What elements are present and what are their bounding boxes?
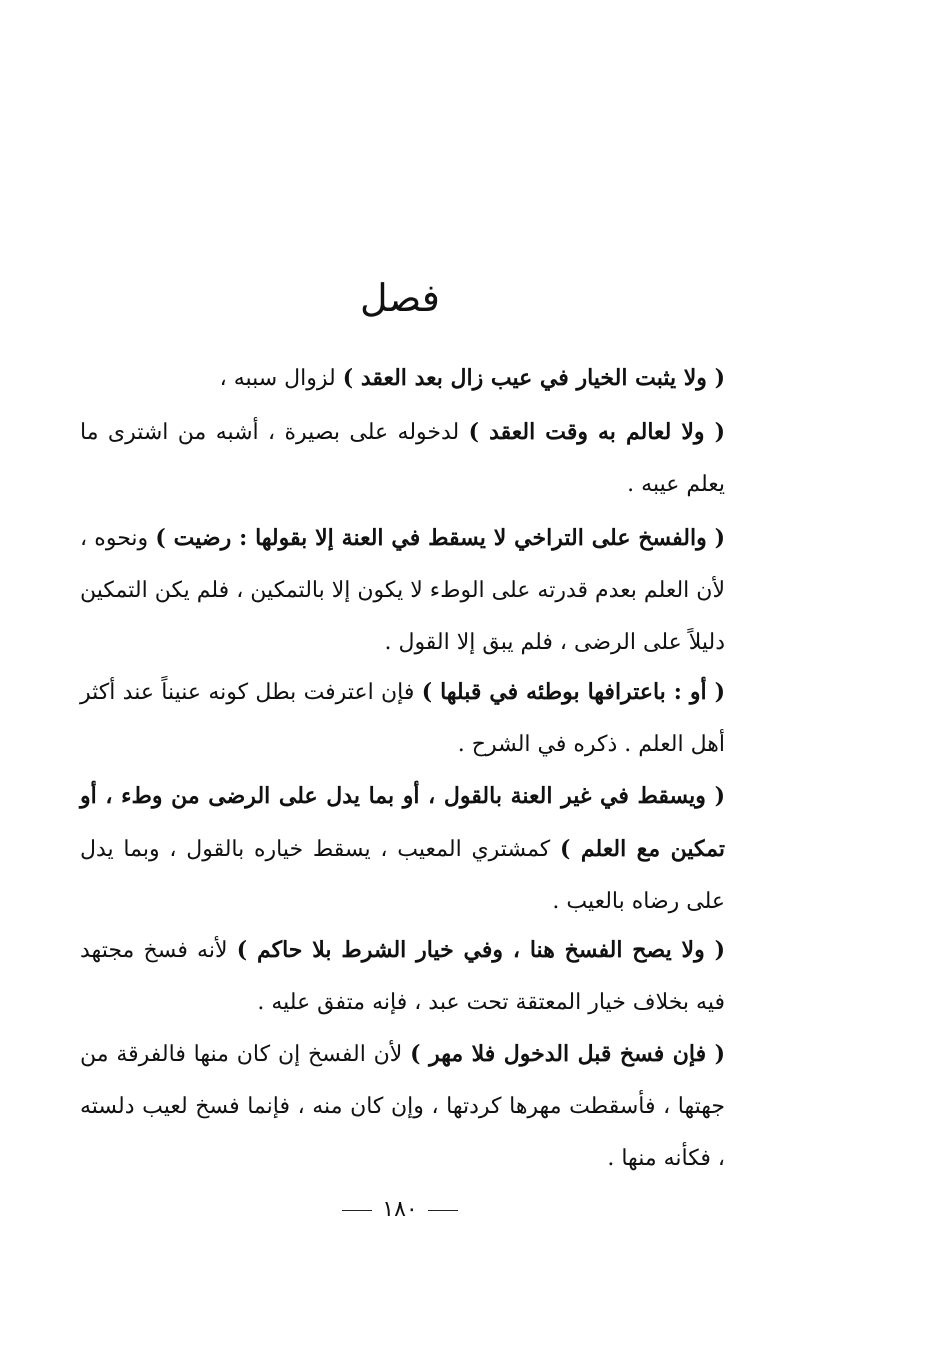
paragraph-5-bold: ( ويسقط في غير العنة بالقول ، أو بما يدل على الرضى من وطء ، أو تمكين مع العلم ) <box>80 783 725 862</box>
paragraph-3-text: ونحوه ، لأن العلم بعدم قدرته على الوطء لا يكون إلا بالتمكين ، فلم يكن التمكين دليلاً على الرضى ، فلم يبق إلا القول . <box>80 526 725 655</box>
paragraph-4-text: فإن اعترفت بطل كونه عنيناً عند أكثر أهل العلم . ذكره في الشرح . <box>80 680 725 757</box>
paragraph-2-text: لدخوله على بصيرة ، أشبه من اشترى ما يعلم عيبه . <box>80 420 725 497</box>
paragraph-5 <box>80 770 725 928</box>
paragraph-1 <box>80 352 725 405</box>
page-number-footer <box>0 1190 800 1230</box>
paragraph-2-bold: ( ولا لعالم به وقت العقد ) <box>468 419 725 445</box>
paragraph-6 <box>80 924 725 1029</box>
page-number: ١٨٠ <box>382 1197 418 1222</box>
paragraph-1-text: لزوال سببه ، <box>219 366 343 391</box>
paragraph-2 <box>80 406 725 511</box>
left-dash <box>428 1210 458 1211</box>
paragraph-3 <box>80 512 725 669</box>
paragraph-6-text: لأنه فسخ مجتهد فيه بخلاف خيار المعتقة تحت عبد ، فإنه متفق عليه . <box>80 938 725 1015</box>
right-dash <box>342 1210 372 1211</box>
paragraph-6-bold: ( ولا يصح الفسخ هنا ، وفي خيار الشرط بلا حاكم ) <box>236 937 725 963</box>
paragraph-3-bold: ( والفسخ على التراخي لا يسقط في العنة إلا بقولها : رضيت ) <box>155 525 725 551</box>
paragraph-7-text: لأن الفسخ إن كان منها فالفرقة من جهتها ، فأسقطت مهرها كردتها ، وإن كان منه ، فإنما فسخ لعيب دلسته ، فكأنه منها . <box>80 1042 725 1171</box>
paragraph-7 <box>80 1028 725 1185</box>
paragraph-4 <box>80 666 725 771</box>
paragraph-7-bold: ( فإن فسخ قبل الدخول فلا مهر ) <box>410 1041 725 1067</box>
paragraph-5-text: كمشتري المعيب ، يسقط خياره بالقول ، وبما يدل على رضاه بالعيب . <box>80 837 725 914</box>
section-heading: فصل <box>360 276 440 320</box>
paragraph-1-bold: ( ولا يثبت الخيار في عيب زال بعد العقد ) <box>342 365 725 391</box>
paragraph-4-bold: ( أو : باعترافها بوطئه في قبلها ) <box>421 679 725 705</box>
